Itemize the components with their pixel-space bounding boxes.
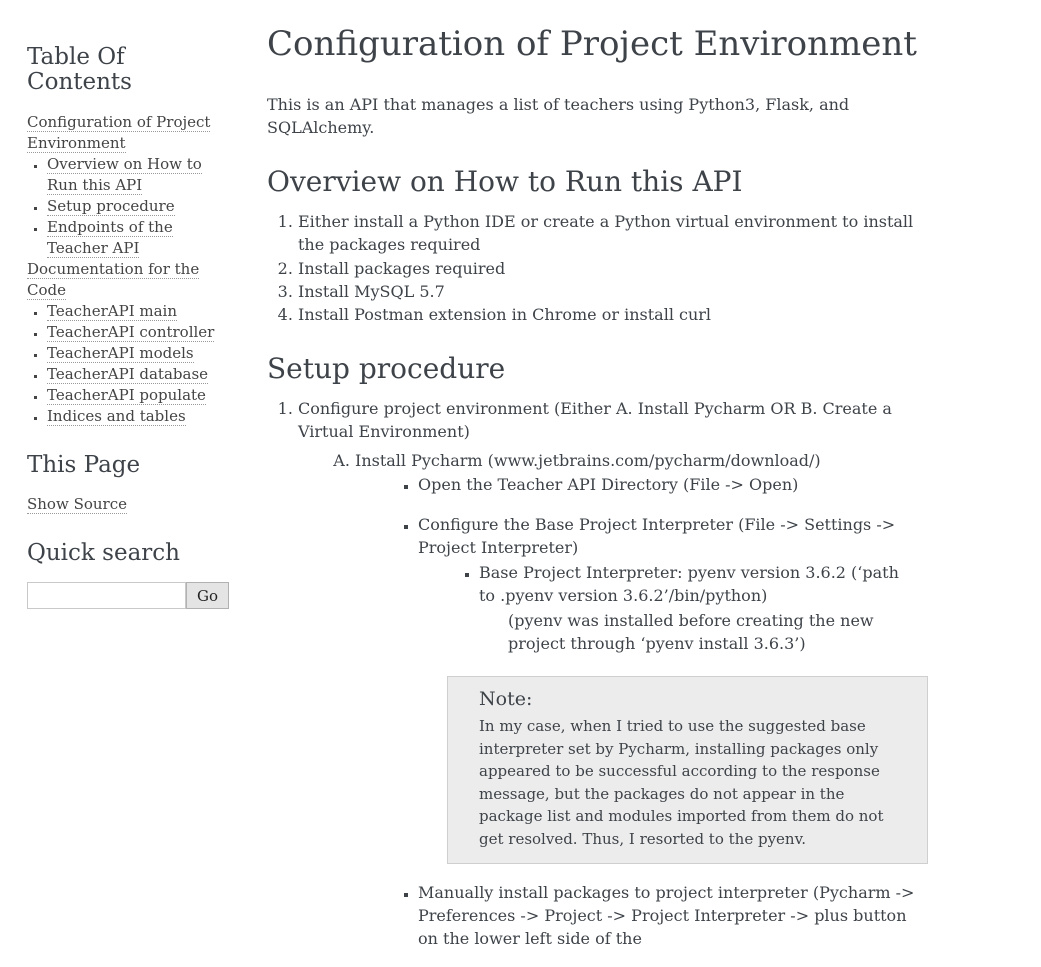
toc-item [47, 217, 230, 259]
sidebar-link-teacherapi-controller[interactable]: TeacherAPI controller [47, 322, 215, 341]
toc-sublist [27, 154, 230, 259]
show-source-wrap [27, 494, 230, 515]
sidebar [0, 0, 240, 967]
intro-paragraph: This is an API that manages a list of teachers using Python3, Flask, and SQLAlchemy. [267, 94, 850, 137]
sidebar-link-endpoints[interactable]: Endpoints of the Teacher API [47, 217, 173, 257]
table-of-contents [27, 112, 230, 427]
pycharm-step [418, 881, 920, 950]
setup-substep-a [355, 449, 920, 950]
sidebar-link-teacherapi-database[interactable]: TeacherAPI database [47, 364, 209, 383]
pycharm-step [418, 473, 920, 496]
toc-item [47, 343, 230, 364]
toc-item [47, 364, 230, 385]
note-admonition [447, 676, 928, 865]
sidebar-link-teacherapi-populate[interactable]: TeacherAPI populate [47, 385, 206, 404]
search-form [27, 582, 230, 609]
overview-heading: Overview on How to Run this API [267, 164, 743, 198]
sidebar-link-setup-procedure[interactable]: Setup procedure [47, 196, 175, 215]
overview-list [267, 210, 920, 325]
manual-install-text: ▪ Manually install packages to project interpreter (Pycharm -> Preferences -> Project -> Project Interpreter -> plus button on the lower left side of the [418, 883, 915, 949]
search-input[interactable] [27, 582, 186, 609]
search-go-button[interactable]: Go [186, 582, 229, 609]
this-page-heading: This Page [27, 451, 141, 478]
note-title: Note: [479, 687, 533, 710]
content-column [267, 24, 920, 950]
setup-step-text: 1. Configure project environment (Either A. Install Pycharm OR B. Create a Virtual Environment) [298, 399, 892, 442]
sidebar-link-teacherapi-models[interactable]: TeacherAPI models [47, 343, 194, 362]
toc-item [47, 154, 230, 196]
toc-section-configuration [27, 112, 230, 259]
base-interpreter-text: ▪ Base Project Interpreter: pyenv version 3.6.2 (‘path to .pyenv version 3.6.2’/bin/python) [479, 563, 899, 606]
main-content [240, 0, 930, 967]
configure-interpreter-text: ▪ Configure the Base Project Interpreter (File -> Settings -> Project Interpreter) [418, 515, 896, 558]
overview-item: 1. Either install a Python IDE or create a Python virtual environment to install the packages required [298, 210, 920, 256]
sidebar-link-configuration-of-project-environment[interactable]: Configuration of Project Environment [27, 112, 211, 152]
sidebar-link-indices-and-tables[interactable]: Indices and tables [47, 406, 186, 425]
toc-item [47, 406, 230, 427]
page-title: Configuration of Project Environment [267, 24, 917, 64]
pyenv-aside [508, 609, 920, 655]
sidebar-link-overview[interactable]: Overview on How to Run this API [47, 154, 202, 194]
pycharm-step [418, 513, 920, 864]
toc-sublist [27, 301, 230, 427]
quick-search-heading: Quick search [27, 539, 180, 566]
toc-item [47, 196, 230, 217]
setup-list [267, 397, 920, 950]
interpreter-detail-list [418, 561, 920, 864]
setup-substep-a-text: A. Install Pycharm (www.jetbrains.com/pycharm/download/) [355, 451, 821, 471]
setup-step [298, 397, 920, 950]
pyenv-aside-text: (pyenv was installed before creating the new project through ‘pyenv install 3.6.3’) [508, 611, 874, 654]
toc-item [47, 301, 230, 322]
pycharm-steps-list [355, 473, 920, 950]
overview-item: 2. Install packages required [298, 257, 920, 280]
show-source-link[interactable]: Show Source [27, 494, 127, 513]
interpreter-detail [479, 561, 920, 864]
toc-heading: Table Of Contents [27, 44, 132, 96]
setup-substep-list [298, 449, 920, 950]
toc-item [47, 322, 230, 343]
sidebar-link-teacherapi-main[interactable]: TeacherAPI main [47, 301, 178, 320]
setup-heading: Setup procedure [267, 351, 506, 385]
toc-section-documentation [27, 259, 230, 427]
open-directory-text: ▪ Open the Teacher API Directory (File -> Open) [418, 475, 799, 495]
overview-item: 4. Install Postman extension in Chrome or install curl [298, 303, 920, 326]
overview-item: 3. Install MySQL 5.7 [298, 280, 920, 303]
toc-item [47, 385, 230, 406]
note-body: In my case, when I tried to use the suggested base interpreter set by Pycharm, installing packages only appeared to be successful according to the response message, but the packages do not appear in the package list and modules imported from them do not get resolved. Thus, I resorted to the pyenv. [479, 717, 884, 848]
sidebar-link-documentation-for-the-code[interactable]: Documentation for the Code [27, 259, 200, 299]
